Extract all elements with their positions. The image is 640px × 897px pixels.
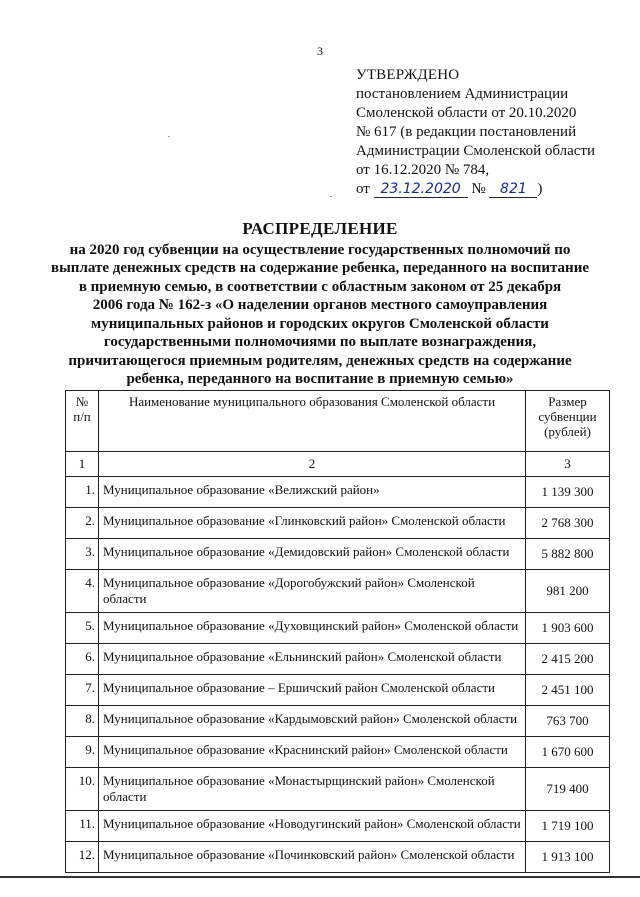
row-number: 12. bbox=[66, 842, 99, 873]
scan-speck bbox=[330, 196, 332, 197]
table-row bbox=[66, 613, 610, 644]
row-name: Муниципальное образование «Демидовский район» Смоленской области bbox=[99, 539, 526, 570]
row-name: Муниципальное образование «Духовщинский район» Смоленской области bbox=[99, 613, 526, 644]
row-name: Муниципальное образование «Ельнинский район» Смоленской области bbox=[99, 644, 526, 675]
approval-line: постановлением Администрации bbox=[356, 86, 569, 102]
heading-line: выплате денежных средств на содержание ребенка, переданного на воспитание bbox=[51, 260, 589, 276]
table-row bbox=[66, 477, 610, 508]
approval-line: № 617 (в редакции постановлений bbox=[356, 124, 577, 140]
row-amount: 1 139 300 bbox=[526, 477, 610, 508]
row-name: Муниципальное образование «Кардымовский район» Смоленской области bbox=[99, 706, 526, 737]
heading-line: 2006 года № 162-з «О наделении органов местного самоуправления bbox=[92, 297, 548, 313]
approval-title: УТВЕРЖДЕНО bbox=[356, 67, 460, 83]
approval-last-line bbox=[356, 180, 616, 199]
row-number: 4. bbox=[66, 570, 99, 613]
table-row bbox=[66, 539, 610, 570]
heading-line: в приемную семью, в соответствии с областным законом от 25 декабря bbox=[78, 278, 562, 295]
table-row bbox=[66, 706, 610, 737]
approval-line: Смоленской области от 20.10.2020 bbox=[356, 105, 577, 121]
row-amount: 763 700 bbox=[526, 706, 610, 737]
row-number: 11. bbox=[66, 811, 99, 842]
row-name: Муниципальное образование – Ершичский район Смоленской области bbox=[99, 675, 526, 706]
table-row bbox=[66, 675, 610, 706]
row-number: 10. bbox=[66, 768, 99, 811]
handwritten-number: 821 bbox=[489, 181, 537, 198]
row-name: Муниципальное образование «Дорогобужский район» Смоленской области bbox=[99, 570, 526, 613]
approval-block bbox=[356, 66, 616, 199]
row-amount: 1 670 600 bbox=[526, 737, 610, 768]
row-name: Муниципальное образование «Краснинский район» Смоленской области bbox=[99, 737, 526, 768]
row-number: 1. bbox=[66, 477, 99, 508]
heading-line: муниципальных районов и городских округов Смоленской области bbox=[91, 315, 549, 332]
row-number: 2. bbox=[66, 508, 99, 539]
table-row bbox=[66, 768, 610, 811]
row-number: 8. bbox=[66, 706, 99, 737]
number-sign: № bbox=[471, 181, 486, 197]
column-number: 2 bbox=[99, 452, 526, 477]
document-heading bbox=[40, 220, 600, 389]
heading-line: государственными полномочиями по выплате вознаграждения, bbox=[103, 334, 537, 350]
approval-prefix: от bbox=[356, 181, 370, 197]
bottom-scan-edge bbox=[0, 876, 640, 878]
row-amount: 5 882 800 bbox=[526, 539, 610, 570]
distribution-table bbox=[65, 390, 610, 873]
row-name: Муниципальное образование «Глинковский район» Смоленской области bbox=[99, 508, 526, 539]
row-amount: 1 719 100 bbox=[526, 811, 610, 842]
row-name: Муниципальное образование «Починковский район» Смоленской области bbox=[99, 842, 526, 873]
column-number-row bbox=[66, 452, 610, 477]
row-amount: 719 400 bbox=[526, 768, 610, 811]
row-amount: 2 768 300 bbox=[526, 508, 610, 539]
header-number: № п/п bbox=[66, 391, 99, 452]
table-header-row bbox=[66, 391, 610, 452]
approval-line: Администрации Смоленской области bbox=[356, 143, 595, 159]
row-amount: 1 903 600 bbox=[526, 613, 610, 644]
header-name: Наименование муниципального образования Смоленской области bbox=[99, 391, 526, 452]
row-amount: 981 200 bbox=[526, 570, 610, 613]
row-amount: 2 415 200 bbox=[526, 644, 610, 675]
row-name: Муниципальное образование «Велижский район» bbox=[99, 477, 526, 508]
table-row bbox=[66, 811, 610, 842]
table-row bbox=[66, 570, 610, 613]
heading-line: причитающегося приемным родителям, денежных средств на содержание bbox=[68, 352, 572, 369]
close-paren: ) bbox=[537, 181, 543, 197]
row-name: Муниципальное образование «Новодугинский район» Смоленской области bbox=[99, 811, 526, 842]
row-amount: 1 913 100 bbox=[526, 842, 610, 873]
heading-line: ребенка, переданного на воспитание в приемную семью» bbox=[126, 371, 514, 387]
row-name: Муниципальное образование «Монастырщинский район» Смоленской области bbox=[99, 768, 526, 811]
row-number: 3. bbox=[66, 539, 99, 570]
row-number: 6. bbox=[66, 644, 99, 675]
table-row bbox=[66, 842, 610, 873]
page-number: 3 bbox=[317, 44, 323, 58]
header-amount: Размер субвенции (рублей) bbox=[526, 391, 610, 452]
table-row bbox=[66, 644, 610, 675]
row-number: 5. bbox=[66, 613, 99, 644]
table-row bbox=[66, 508, 610, 539]
column-number: 1 bbox=[66, 452, 99, 477]
heading-line: на 2020 год субвенции на осуществление государственных полномочий по bbox=[69, 241, 571, 258]
column-number: 3 bbox=[526, 452, 610, 477]
document-title: РАСПРЕДЕЛЕНИЕ bbox=[242, 219, 398, 238]
table-row bbox=[66, 737, 610, 768]
row-amount: 2 451 100 bbox=[526, 675, 610, 706]
row-number: 9. bbox=[66, 737, 99, 768]
scan-speck bbox=[168, 136, 170, 137]
row-number: 7. bbox=[66, 675, 99, 706]
handwritten-date: 23.12.2020 bbox=[374, 181, 468, 198]
approval-line: от 16.12.2020 № 784, bbox=[356, 162, 490, 178]
